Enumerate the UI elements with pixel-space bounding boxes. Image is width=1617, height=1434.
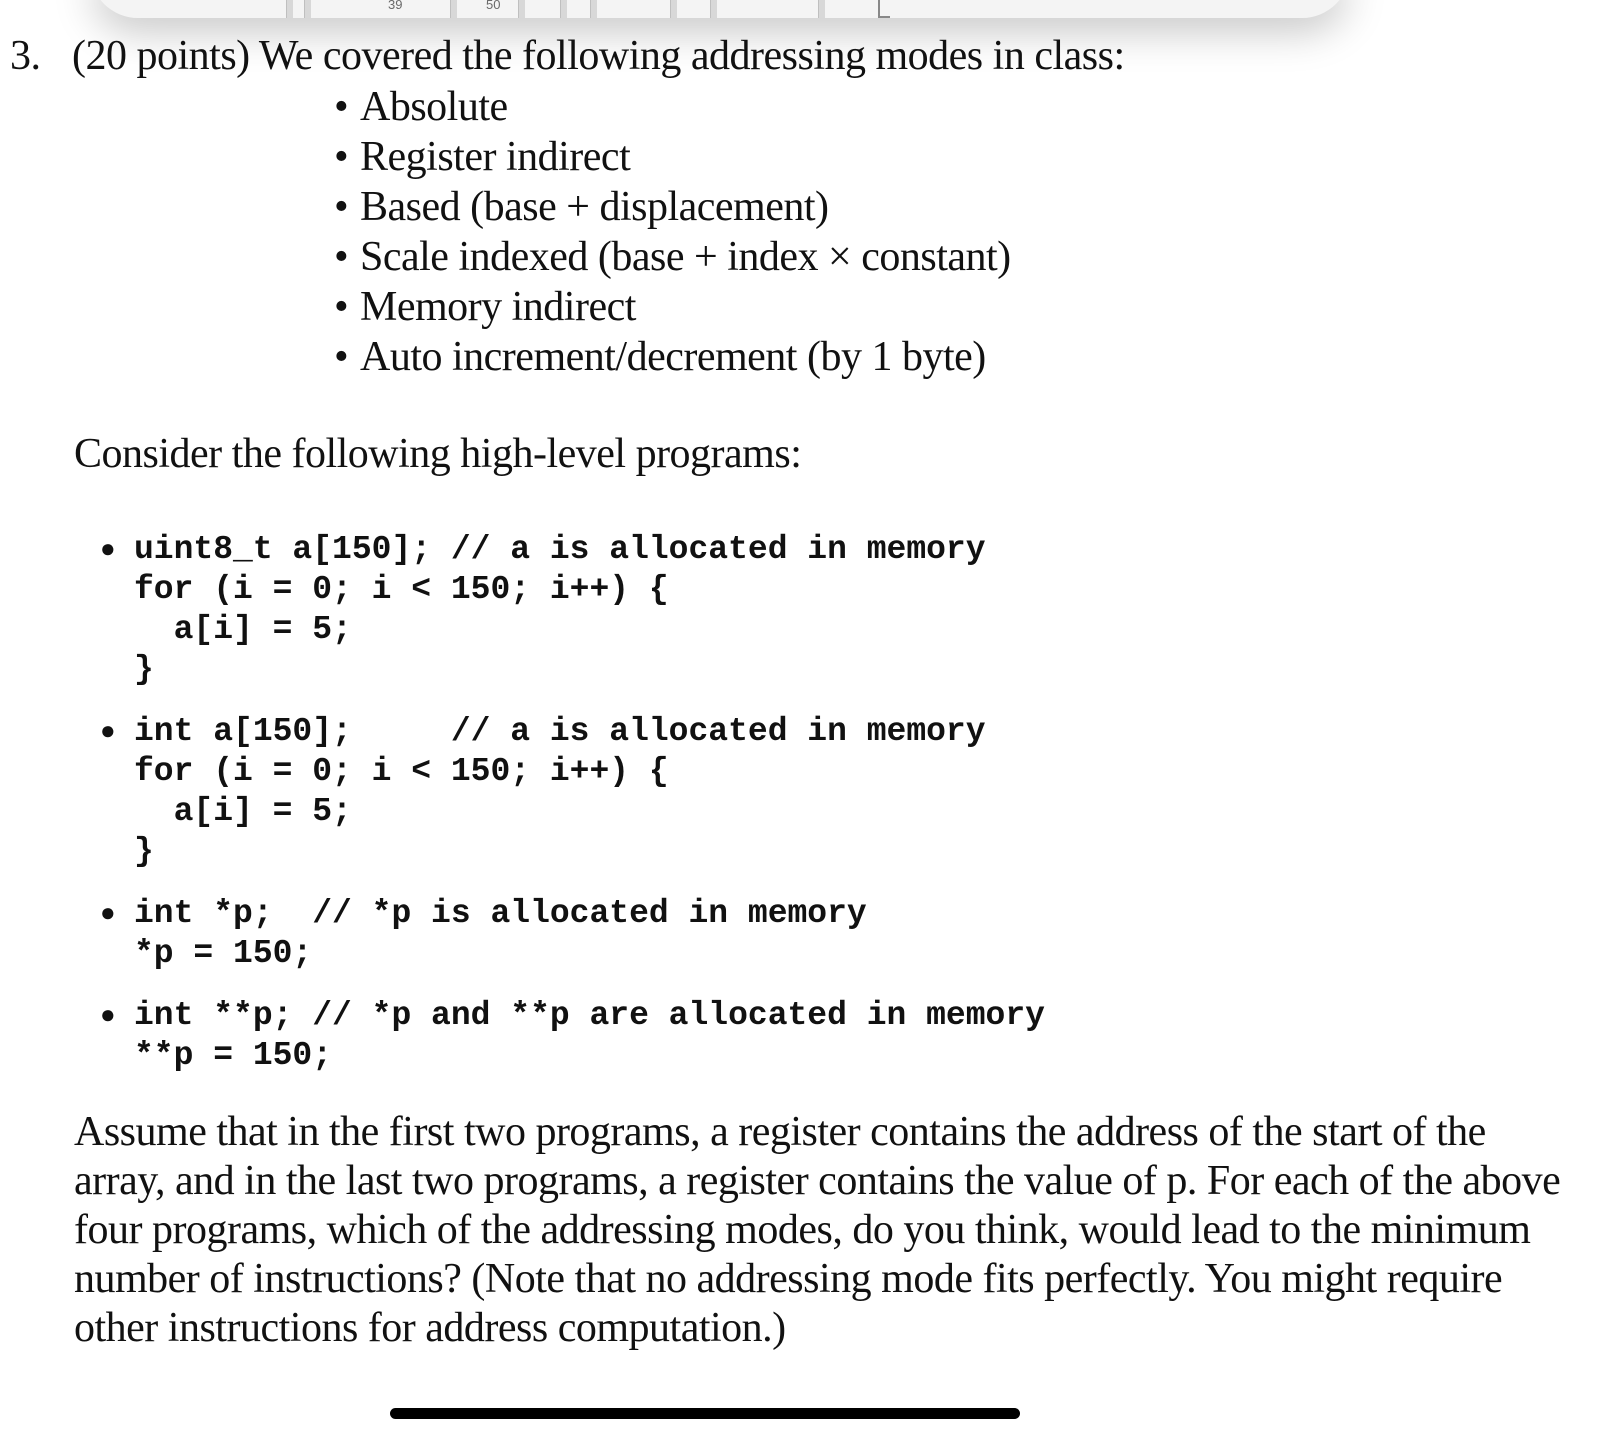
ruler-indent-marker[interactable] xyxy=(878,0,890,18)
ruler-tick xyxy=(304,0,311,18)
ruler-tick xyxy=(518,0,525,18)
code-line: for (i = 0; i < 150; i++) { xyxy=(134,571,669,608)
question-heading xyxy=(10,30,1125,82)
ruler-tick xyxy=(710,0,717,18)
code-line: a[i] = 5; xyxy=(134,611,352,648)
ruler-tick xyxy=(670,0,677,18)
code-line: } xyxy=(134,651,154,688)
addressing-mode-item: • Auto increment/decrement (by 1 byte) xyxy=(334,332,1011,382)
question-prompt: (20 points) We covered the following addressing modes in class: xyxy=(72,33,1125,79)
code-line: *p = 150; xyxy=(134,935,313,972)
code-line: **p = 150; xyxy=(134,1037,333,1074)
ruler-tick xyxy=(286,0,293,18)
program-item xyxy=(100,530,1045,690)
ruler-tick xyxy=(450,0,457,18)
programs-list xyxy=(100,530,1045,1098)
code-line: ● int a[150]; // a is allocated in memory xyxy=(134,713,986,750)
ruler-toolbar-strip xyxy=(90,0,1350,18)
code-line: ● int **p; // *p and **p are allocated in memory xyxy=(134,997,1045,1034)
ruler-label: 39 xyxy=(388,0,403,10)
code-line: ● uint8_t a[150]; // a is allocated in memory xyxy=(134,531,986,568)
program-item xyxy=(100,996,1045,1076)
addressing-mode-item: • Register indirect xyxy=(334,132,1011,182)
ruler-tick xyxy=(590,0,597,18)
home-indicator-bar[interactable] xyxy=(390,1408,1020,1419)
ruler-label: 50 xyxy=(486,0,501,10)
code-line: for (i = 0; i < 150; i++) { xyxy=(134,753,669,790)
program-item xyxy=(100,894,1045,974)
addressing-mode-item: • Scale indexed (base + index × constant) xyxy=(334,232,1011,282)
ruler-tick xyxy=(560,0,567,18)
code-line: } xyxy=(134,833,154,870)
code-line: a[i] = 5; xyxy=(134,793,352,830)
question-number: 3. xyxy=(10,33,41,79)
program-item xyxy=(100,712,1045,872)
consider-paragraph: Consider the following high-level programs: xyxy=(74,431,802,477)
addressing-modes-list xyxy=(334,82,1011,382)
code-line: ● int *p; // *p is allocated in memory xyxy=(134,895,867,932)
assumption-paragraph: Assume that in the first two programs, a register contains the address of the start of the array, and in the last two programs, a register contains the value of p. For each of the above four programs, which of the addressing modes, do you think, would lead to the minimum number of instructions? (Note that no addressing mode fits perfectly. You might require other instructions for address computation.) xyxy=(74,1109,1561,1351)
addressing-mode-item: • Based (base + displacement) xyxy=(334,182,1011,232)
addressing-mode-item: • Absolute xyxy=(334,82,1011,132)
ruler-tick xyxy=(818,0,825,18)
addressing-mode-item: • Memory indirect xyxy=(334,282,1011,332)
